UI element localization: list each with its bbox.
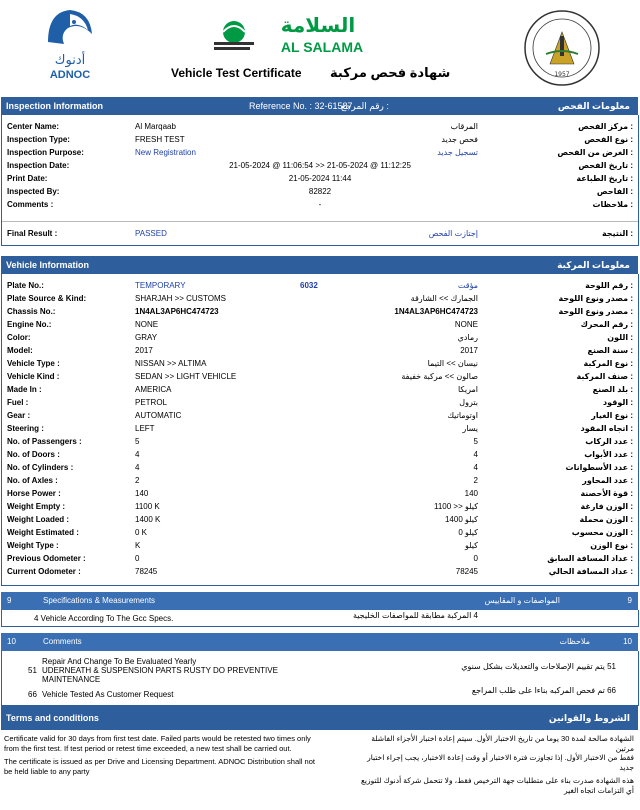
terms-en-p2-l2: be held liable to any party <box>4 766 90 776</box>
comments-num-left: 10 <box>7 637 16 646</box>
field-value-ar: 5 <box>473 437 478 446</box>
field-label-ar: : سنة الصنع <box>587 346 633 355</box>
field-value-ar: يسار <box>462 424 478 433</box>
field-value-ar: نيسان >> التيما <box>427 359 478 368</box>
reference-number: Reference No. : 32-61587 <box>249 101 353 111</box>
field-value: AUTOMATIC <box>135 411 182 420</box>
field-value: 0 <box>135 554 140 563</box>
inspection-info-box <box>1 115 639 246</box>
alsalama-en-text: AL SALAMA <box>280 39 364 55</box>
field-label-ar: : الوقود <box>602 398 633 407</box>
specs-item-ar: 4 المركبة مطابقة للمواصفات الخليجية <box>352 611 478 620</box>
certificate-title-en: Vehicle Test Certificate <box>171 66 302 80</box>
field-label: Inspection Purpose: <box>7 148 84 157</box>
final-result-row <box>2 229 638 241</box>
field-value-ar: 4 <box>473 450 478 459</box>
field-label-ar: : الفاحص <box>596 187 633 196</box>
table-row <box>2 174 638 186</box>
field-label: Plate No.: <box>7 281 44 290</box>
field-label: Current Odometer : <box>7 567 81 576</box>
field-label-ar: : الوزن محسوب <box>571 528 633 537</box>
comment-1-line-2: UDERNEATH & SUSPENSION PARTS RUSTY DO PREVENTIVE <box>42 666 278 675</box>
certificate-title-ar: شهادة فحص مركبة <box>330 65 451 80</box>
table-row <box>2 411 638 423</box>
field-label: Comments : <box>7 200 54 209</box>
adnoc-logo <box>30 4 110 84</box>
table-row <box>2 307 638 319</box>
field-value: PETROL <box>135 398 168 407</box>
field-label: Center Name: <box>7 122 60 131</box>
field-value-ar: فحص جديد <box>441 135 478 144</box>
field-value: 0 K <box>135 528 148 537</box>
final-result-label-ar: : النتيجة <box>601 229 633 238</box>
table-row <box>2 437 638 449</box>
specs-num-left: 9 <box>7 596 12 605</box>
police-seal-logo <box>522 8 602 88</box>
header <box>0 0 640 92</box>
field-label: Previous Odometer : <box>7 554 86 563</box>
vehicle-info-box <box>1 274 639 586</box>
field-value: SHARJAH >> CUSTOMS <box>135 294 226 303</box>
field-value: K <box>135 541 141 550</box>
field-value: 82822 <box>308 187 332 196</box>
comment-1-line-3: MAINTENANCE <box>42 675 101 684</box>
comments-num-right: 10 <box>623 637 632 646</box>
table-row <box>2 450 638 462</box>
table-row <box>2 359 638 371</box>
field-label-ar: : تاريخ الطباعة <box>576 174 633 183</box>
alsalama-ar-text: السلامة <box>280 13 356 37</box>
field-label-ar: : الغرض من الفحص <box>557 148 633 157</box>
table-row <box>2 320 638 332</box>
table-row <box>2 476 638 488</box>
final-result-value-ar: إجتازت الفحص <box>428 229 478 238</box>
field-label-ar: : رقم المحرك <box>580 320 633 329</box>
terms-bar <box>1 706 638 730</box>
field-value: Al Marqaab <box>135 122 176 131</box>
table-row <box>2 554 638 566</box>
table-row <box>2 424 638 436</box>
field-label: Plate Source & Kind: <box>7 294 87 303</box>
field-value: 5 <box>135 437 140 446</box>
comments-bar <box>1 633 638 651</box>
field-label: No. of Doors : <box>7 450 60 459</box>
adnoc-en-text: ADNOC <box>49 69 91 81</box>
field-value: 140 <box>135 489 149 498</box>
field-label: Engine No.: <box>7 320 52 329</box>
field-value-ar: المرقاب <box>450 122 478 131</box>
plate-number: 6032 <box>300 281 318 290</box>
field-value-ar: 140 <box>464 489 478 498</box>
field-value: TEMPORARY <box>135 281 186 290</box>
field-label-ar: : الوزن فارغة <box>580 502 633 511</box>
field-label-ar: : عدد الأبواب <box>584 450 633 459</box>
field-label: Inspected By: <box>7 187 60 196</box>
field-label-ar: : صنف المركبة <box>576 372 633 381</box>
table-row <box>2 333 638 345</box>
field-value: FRESH TEST <box>135 135 185 144</box>
field-value-ar: 0 <box>473 554 478 563</box>
field-value-ar: كيلو << 1100 <box>434 502 478 511</box>
field-label-ar: : اللون <box>607 333 633 342</box>
divider <box>2 221 638 222</box>
table-row <box>2 148 638 160</box>
field-label: No. of Axles : <box>7 476 58 485</box>
field-value: SEDAN >> LIGHT VEHICLE <box>135 372 237 381</box>
table-row <box>2 502 638 514</box>
terms-ar <box>354 734 634 795</box>
inspection-title-en: Inspection Information <box>6 101 104 111</box>
field-label-ar: : ملاحظات <box>592 200 633 209</box>
field-label: Weight Empty : <box>7 502 66 511</box>
field-label: Horse Power : <box>7 489 61 498</box>
field-value-ar: 2 <box>473 476 478 485</box>
table-row <box>2 281 638 293</box>
field-value: New Registration <box>135 148 196 157</box>
field-label: No. of Cylinders : <box>7 463 74 472</box>
field-label-ar: : مصدر ونوع اللوحة <box>558 294 633 303</box>
field-label: Made In : <box>7 385 42 394</box>
table-row <box>2 200 638 212</box>
field-label: No. of Passengers : <box>7 437 82 446</box>
field-label: Weight Estimated : <box>7 528 79 537</box>
comments-title-ar: ملاحظات <box>559 637 590 646</box>
comment-2-ar: 66 تم فحص المركبه بناءا على طلب المراجع <box>471 686 616 695</box>
field-label-ar: : عدد المحاور <box>582 476 633 485</box>
field-label: Vehicle Kind : <box>7 372 60 381</box>
terms-en-p1-l1: Certificate valid for 30 days from first test date. Failed parts would be retested two times only <box>4 734 311 743</box>
terms-en-p2-l1: The certificate is issued as per Drive and Licensing Department. ADNOC Distribution shall not <box>4 757 315 766</box>
table-row <box>2 463 638 475</box>
field-value-ar: رمادي <box>457 333 478 342</box>
field-value-ar: 78245 <box>455 567 478 576</box>
field-value-ar: تسجيل جديد <box>437 148 478 157</box>
table-row <box>2 187 638 199</box>
field-label: Model: <box>7 346 33 355</box>
comment-1-ar: 51 يتم تقييم الإصلاحات والتعديلات بشكل سنوي <box>461 662 616 671</box>
field-label: Inspection Type: <box>7 135 70 144</box>
final-result-label: Final Result : <box>7 229 58 238</box>
specs-num-right: 9 <box>627 596 632 605</box>
table-row <box>2 294 638 306</box>
table-row <box>2 385 638 397</box>
field-value-ar: بترول <box>459 398 478 407</box>
terms-title-en: Terms and conditions <box>6 713 99 723</box>
field-value-ar: 1N4AL3AP6HC474723 <box>394 307 478 316</box>
table-row <box>2 567 638 579</box>
field-label-ar: : عداد المسافة السابق <box>547 554 633 563</box>
comments-box <box>1 651 639 706</box>
table-row <box>2 122 638 134</box>
comment-2-num: 66 <box>28 690 37 699</box>
field-value: 1400 K <box>135 515 161 524</box>
field-value: - <box>318 200 322 209</box>
field-value: 21-05-2024 @ 11:06:54 >> 21-05-2024 @ 11:12:25 <box>229 161 411 170</box>
terms-ar-p1-l1: الشهادة صالحة لمدة 30 يوما من تاريخ الاختبار الأول. سيتم إعادة اختبار الأجزاء الفاشلة مرتين <box>371 734 634 753</box>
field-label: Steering : <box>7 424 44 433</box>
terms-ar-p1-l2: فقط من الاختبار الأول. إذا تجاوزت فترة الاختبار أو وقت إعادة الاختبار، يجب إجراء اختبار جديد <box>367 753 634 772</box>
specs-box <box>1 610 639 627</box>
field-label: Color: <box>7 333 31 342</box>
field-label-ar: : نوع الوزن <box>590 541 633 550</box>
field-value: 4 <box>135 450 140 459</box>
field-value: LEFT <box>135 424 155 433</box>
field-label-ar: : مصدر ونوع اللوحة <box>558 307 633 316</box>
field-label: Gear : <box>7 411 31 420</box>
field-label: Chassis No.: <box>7 307 56 316</box>
field-label-ar: : عداد المسافة الحالي <box>548 567 633 576</box>
field-value-ar: الجمارك >> الشارقة <box>410 294 478 303</box>
field-value: NISSAN >> ALTIMA <box>135 359 207 368</box>
table-row <box>2 135 638 147</box>
field-label-ar: : رقم اللوحة <box>585 281 633 290</box>
vehicle-title-en: Vehicle Information <box>6 260 90 270</box>
field-value: 4 <box>135 463 140 472</box>
vehicle-title-ar: معلومات المركبة <box>557 260 630 270</box>
inspection-info-bar <box>1 97 638 115</box>
comment-1-num: 51 <box>28 666 37 675</box>
field-label-ar: : مركز الفحص <box>578 122 633 131</box>
field-value: 1100 K <box>135 502 160 511</box>
specs-title-ar: المواصفات و المقاييس <box>484 596 560 605</box>
field-label-ar: : نوع المركبة <box>583 359 633 368</box>
terms-en-p1-l2: from the first test. If test period or retest time exceeded, a new test shall be carried out. <box>4 743 292 753</box>
field-value-ar: كيلو 1400 <box>444 515 478 524</box>
reference-number-ar: : رقم المرجع <box>341 101 389 111</box>
table-row <box>2 515 638 527</box>
field-value-ar: كيلو 0 <box>458 528 478 537</box>
field-label: Print Date: <box>7 174 48 183</box>
field-label: Weight Loaded : <box>7 515 70 524</box>
field-value-ar: NONE <box>454 320 478 329</box>
field-label-ar: : نوع الغيار <box>591 411 633 420</box>
table-row <box>2 489 638 501</box>
field-value-ar: صالون >> مركبة خفيفة <box>401 372 478 381</box>
specs-item-en: 4 Vehicle According To The Gcc Specs. <box>34 614 174 623</box>
comment-1-line-1: Repair And Change To Be Evaluated Yearly <box>42 657 197 666</box>
field-value-ar: كيلو <box>464 541 478 550</box>
comments-title-en: Comments <box>43 637 82 646</box>
field-label: Weight Type : <box>7 541 59 550</box>
field-value: 1N4AL3AP6HC474723 <box>135 307 219 316</box>
field-value: 21-05-2024 11:44 <box>288 174 352 183</box>
field-label-ar: : نوع الفحص <box>584 135 633 144</box>
field-label-ar: : تاريخ الفحص <box>578 161 633 170</box>
terms-ar-p2-l1: هذه الشهادة صدرت بناء على متطلبات جهة الترخيص فقط، ولا تتحمل شركة أدنوك للتوزيع <box>360 776 634 785</box>
table-row <box>2 541 638 553</box>
table-row <box>2 161 638 173</box>
seal-year-text: 1957 <box>554 71 570 78</box>
terms-en <box>4 734 339 776</box>
field-value-ar: مؤقت <box>457 281 478 290</box>
table-row <box>2 528 638 540</box>
terms-ar-p2-l2: أي التزامات اتجاه الغير <box>563 785 634 795</box>
field-label-ar: : عدد الأسطوانات <box>565 463 633 472</box>
adnoc-ar-text: أدنوك <box>54 53 86 68</box>
field-value-ar: امريكا <box>457 385 478 394</box>
inspection-title-ar: معلومات الفحص <box>557 101 630 111</box>
alsalama-logo <box>210 10 385 58</box>
final-result-value: PASSED <box>135 229 167 238</box>
field-label-ar: : عدد الركاب <box>585 437 633 446</box>
vehicle-info-bar <box>1 256 638 274</box>
field-value: 78245 <box>135 567 158 576</box>
field-label: Vehicle Type : <box>7 359 60 368</box>
field-value: NONE <box>135 320 159 329</box>
field-label: Inspection Date: <box>7 161 70 170</box>
field-value: AMERICA <box>135 385 172 394</box>
comment-2-en: Vehicle Tested As Customer Request <box>42 690 174 699</box>
field-value-ar: اوتوماتيك <box>447 411 478 420</box>
field-value: 2 <box>135 476 140 485</box>
field-value: 2017 <box>135 346 153 355</box>
field-value-ar: 2017 <box>460 346 478 355</box>
field-label-ar: : اتجاه المقود <box>580 424 633 433</box>
specs-title-en: Specifications & Measurements <box>43 596 156 605</box>
field-value-ar: 4 <box>473 463 478 472</box>
field-label: Fuel : <box>7 398 29 407</box>
table-row <box>2 372 638 384</box>
field-value: GRAY <box>135 333 158 342</box>
field-label-ar: : بلد الصنع <box>592 385 633 394</box>
table-row <box>2 398 638 410</box>
field-label-ar: : قوة الأحصنة <box>580 489 633 498</box>
terms-title-ar: الشروط والقوانين <box>548 713 630 723</box>
specs-bar <box>1 592 638 610</box>
table-row <box>2 346 638 358</box>
field-label-ar: : الوزن محملة <box>579 515 633 524</box>
